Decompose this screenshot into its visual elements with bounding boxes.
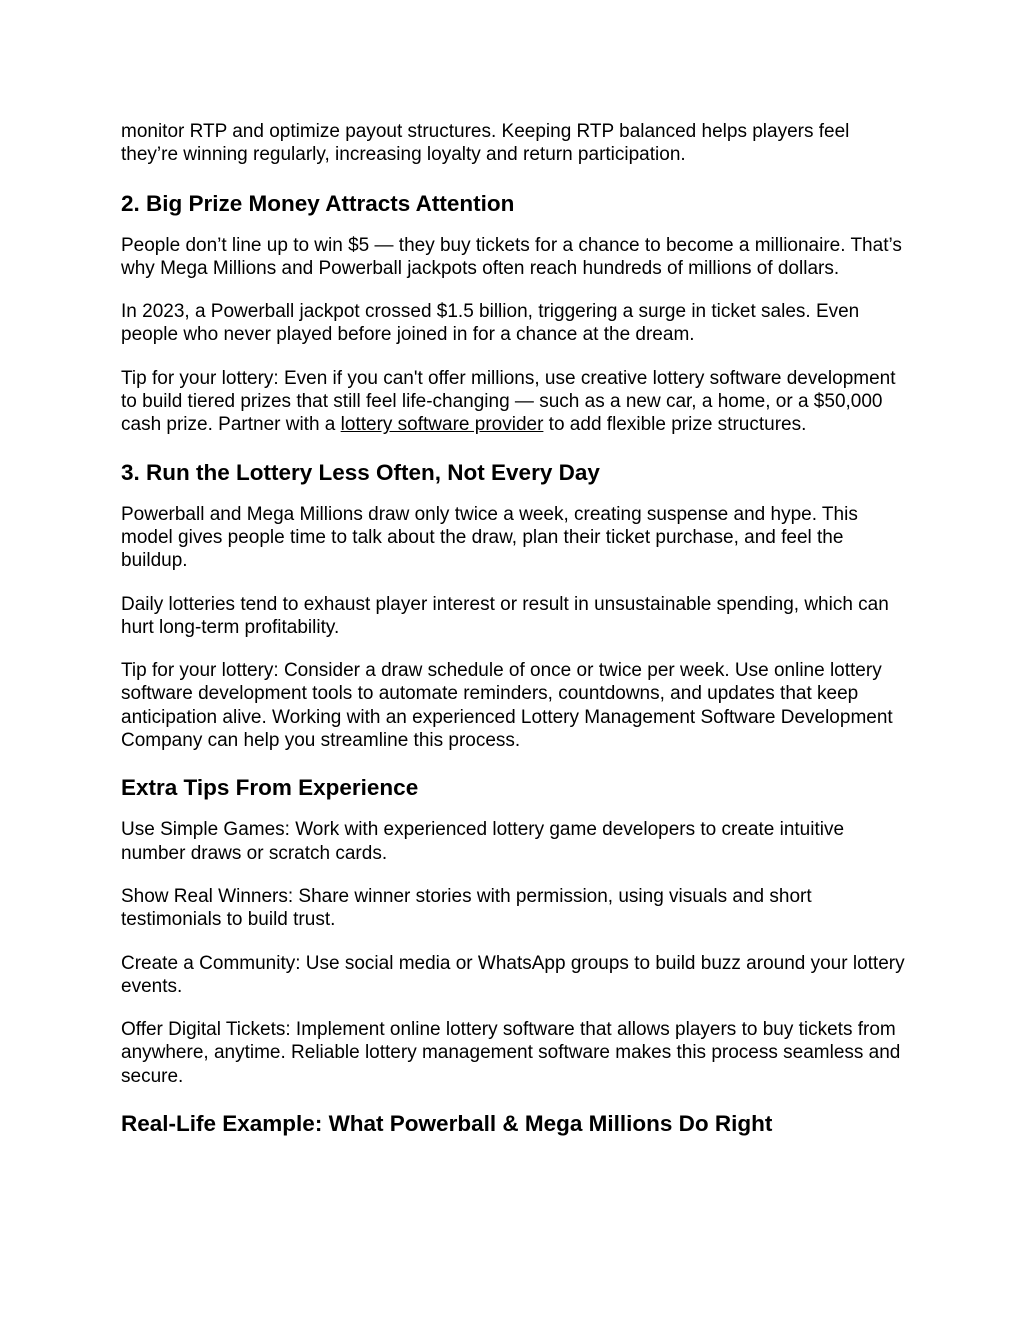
section-2-paragraph-2: In 2023, a Powerball jackpot crossed $1.5 billion, triggering a surge in ticket sales. Even people who never played before joined in for a chance at the dream. (121, 301, 860, 346)
section-2-tip-text-before: Tip for your lottery: Even if you can't offer millions, use creative lottery software development to build tiered prizes that still feel life-changing — such as a new car, a home, or a $50,000 cash prize. Partner with a (121, 367, 896, 436)
document-page (121, 120, 911, 1154)
section-3-paragraph-3: Tip for your lottery: Consider a draw schedule of once or twice per week. Use online lottery software development tools to automate reminders, countdowns, and updates that keep anticipation alive. Working with an experienced Lottery Management Software Development Company can help you streamline this process. (121, 660, 893, 752)
extra-tips-heading: Extra Tips From Experience (121, 775, 419, 801)
section-2-heading: 2. Big Prize Money Attracts Attention (121, 190, 515, 216)
extra-tip-simple-games: Use Simple Games: Work with experienced lottery game developers to create intuitive number draws or scratch cards. (121, 819, 845, 864)
section-2-paragraph-3 (121, 367, 911, 437)
intro-paragraph (121, 120, 911, 167)
real-life-example-heading: Real-Life Example: What Powerball & Mega Millions Do Right (121, 1111, 773, 1137)
section-2-tip-text-after: to add flexible prize structures. (543, 414, 807, 436)
section-3-heading: 3. Run the Lottery Less Often, Not Every Day (121, 459, 600, 485)
extra-tip-real-winners: Show Real Winners: Share winner stories with permission, using visuals and short testimonials to build trust. (121, 885, 812, 931)
lottery-software-provider-link[interactable]: lottery software provider (340, 414, 544, 436)
intro-line-1: monitor RTP and optimize payout structures. Keeping RTP balanced helps players feel (121, 121, 850, 142)
intro-line-2: they’re winning regularly, increasing loyalty and return participation. (121, 144, 686, 166)
extra-tip-community: Create a Community: Use social media or WhatsApp groups to build buzz around your lottery events. (121, 952, 905, 997)
section-2-paragraph-1: People don’t line up to win $5 — they buy tickets for a chance to become a millionaire. That’s why Mega Millions and Powerball jackpots often reach hundreds of millions of dollars. (121, 234, 902, 279)
section-3-paragraph-2: Daily lotteries tend to exhaust player interest or result in unsustainable spending, which can hurt long-term profitability. (121, 593, 889, 638)
extra-tip-digital-tickets: Offer Digital Tickets: Implement online lottery software that allows players to buy tickets from anywhere, anytime. Reliable lottery management software makes this process seamless and secure. (121, 1019, 901, 1087)
section-3-paragraph-1: Powerball and Mega Millions draw only twice a week, creating suspense and hype. This model gives people time to talk about the draw, plan their ticket purchase, and feel the buildup. (121, 503, 858, 572)
